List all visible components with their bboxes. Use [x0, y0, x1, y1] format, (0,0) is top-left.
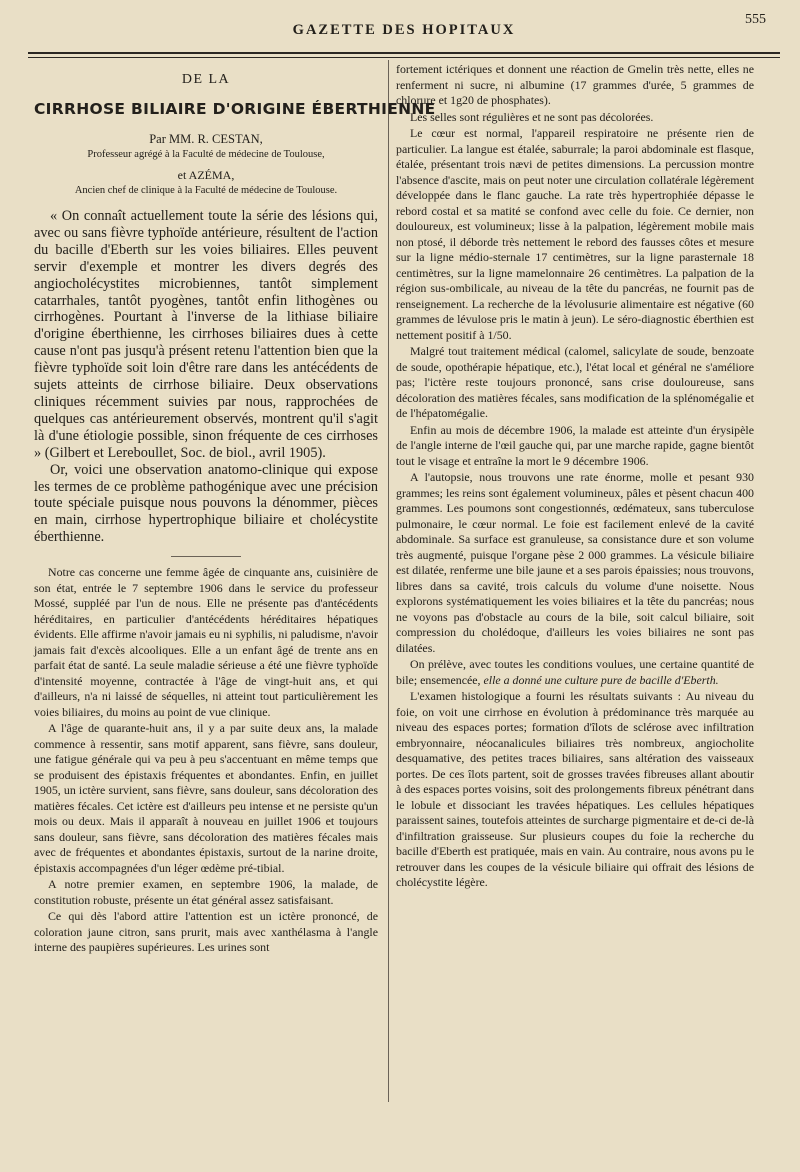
page-header: [30, 10, 778, 50]
body-paragraph: A l'âge de quarante-huit ans, il y a par suite deux ans, la malade commence à ressentir, sans motif apparent, sans fièvre, sans douleur, une fatigue générale qui va peu à peu s'accentuant en même temps que se produisent des épistaxis fréquentes et abondantes. Enfin, en juillet 1905, un ictère survient, sans fièvre, sans douleur, sans décoloration des matières fécales. Cet ictère est d'ailleurs peu intense et ne persiste qu'un mois ou deux. Mais il apparaît à nouveau en juillet 1906 et toujours sans douleur, sans fièvre, sans décoloration des matières fécales mais avec de fréquentes et abondantes épistaxis, surtout de la narine droite, épistaxis accompagnées d'un léger œdème pré-tibial.: [34, 721, 378, 875]
author-affiliation-2: Ancien chef de clinique à la Faculté de médecine de Toulouse.: [74, 185, 338, 196]
coauthor: et AZÉMA,: [177, 168, 235, 182]
article-title: CIRRHOSE BILIAIRE D'ORIGINE ÉBERTHIENNE: [34, 100, 436, 118]
body-paragraph: Enfin au mois de décembre 1906, la malade est atteinte d'un érysipèle de l'angle interne de l'œil gauche qui, par une marche rapide, gagne bientôt tout le visage et entraîne la mort le 9 décembre 1906.: [396, 422, 754, 468]
case-report: [34, 565, 378, 956]
header-rule-thin: [28, 57, 780, 58]
author-byline: Par MM. R. CESTAN,: [149, 132, 263, 146]
body-paragraph: Les selles sont régulières et ne sont pas décolorées.: [410, 109, 654, 124]
lead-paragraph-2: Or, voici une observation anatomo-clinique qui expose les termes de ce problème pathogénique avec une précision toute spéciale puisque nous pouvons la dénommer, pièces en main, cirrhose hypertrophique biliaire et cholécystite éberthienne.: [34, 461, 378, 546]
body-paragraph: fortement ictériques et donnent une réaction de Gmelin très nette, elles ne renferment ni sucre, ni albumine (17 grammes d'urée, 5 grammes de chlorure et 1g20 de phosphates).: [396, 62, 754, 107]
author-affiliation-1: Professeur agrégé à la Faculté de médecine de Toulouse,: [87, 149, 325, 160]
body-paragraph: A l'autopsie, nous trouvons une rate énorme, molle et pesant 930 grammes; les reins sont également volumineux, pâles et pèsent chacun 400 grammes. Les poumons sont congestionnés, œdémateux, sans tuberculose pulmonaire, le cœur normal. Le foie est facilement enlevé de la cavité abdominale. Sa surface est granuleuse, sa consistance dure et son volume très augmenté, puisque l'organe pèse 2 000 grammes. La vésicule biliaire est dilatée, renferme une bile jaune et a ses parois épaissies; nous trouvons, libres dans sa cavité, trois calculs du volume d'une noisette. Nous explorons systématiquement les voies biliaires et la tête du pancréas; nous ne voyons pas d'obstacle au cours de la bile, soit calcul biliaire, soit compression du cholédoque, d'ailleurs les voies biliaires ne sont pas dilatées.: [396, 470, 754, 655]
body-paragraph: Notre cas concerne une femme âgée de cinquante ans, cuisinière de son état, entrée le 7 septembre 1906 dans le service du professeur Mossé, suppléé par l'un de nous. Elle ne présente pas d'antécédents héréditaires, en particulier d'antécédents héréditaires hépatiques évidents. Elle affirme n'avoir jamais eu ni syphilis, ni paludisme, n'avoir jamais fait d'excès alcooliques. Elle a un enfant âgé de trente ans en parfait état de santé. La seule maladie sérieuse a été une fièvre typhoïde d'intensité moyenne, contractée à l'âge de vingt-huit ans, et qui d'ailleurs, n'a ni laissé de séquelles, ni atteint tout particulièrement les voies biliaires, du moins au point de vue clinique.: [34, 565, 378, 719]
body-paragraph: Malgré tout traitement médical (calomel, salicylate de soude, benzoate de soude, opothérapie hépatique, etc.), l'état local et général ne s'améliore pas; l'ictère reste toujours prononcé, sans crise douloureuse, sans décoloration des matières fécales, sans modification de la splénomégalie et de l'hépatomégalie.: [396, 344, 754, 420]
culture-result-italic: elle a donné une culture pure de bacille d'Eberth.: [483, 672, 719, 687]
lead-section: [34, 208, 378, 546]
culture-text: On prélève, avec toutes les conditions voulues, une certaine quantité de bile; ensemencée,: [396, 657, 754, 687]
article-heading: [34, 72, 436, 196]
body-paragraph: L'examen histologique a fourni les résultats suivants : Au niveau du foie, on voit une cirrhose en évolution à prédominance très marquée au niveau des espaces portes; formation d'îlots de sclérose avec infiltration embryonnaire, néocanalicules biliaires très nombreux, angiocholite desquamative, des petites traces biliaires, sans altération des vaisseaux portes. De ces îlots partent, soit de grosses travées fibreuses allant aboutir à des espaces portes voisins, soit des prolongements fibreux pénétrant dans le lobule et dissociant les travées hépatiques. Les cellules hépatiques paraissent saines, toutefois atteintes de surcharge pigmentaire et de-ci de-là d'infiltration graisseuse. Sur plusieurs coupes du foie la recherche du bacille d'Eberth est pratiquée, mais en vain. Au contraire, nous avons pu le retrouver dans les coupes de la vésicule biliaire qui offrait des lésions de cholécystite légère.: [396, 689, 754, 889]
article-prefix: DE LA: [181, 72, 231, 87]
section-separator: [171, 556, 241, 557]
body-paragraph: Ce qui dès l'abord attire l'attention est un ictère prononcé, de coloration jaune citron, sans prurit, mais avec xanthélasma à l'angle interne des paupières supérieures. Les urines sont: [34, 909, 378, 955]
body-paragraph: A notre premier examen, en septembre 1906, la malade, de constitution robuste, présente un état général assez satisfaisant.: [34, 877, 378, 907]
body-paragraph: Le cœur est normal, l'appareil respiratoire ne présente rien de particulier. La langue est étalée, saburrale; la paroi abdominale est flasque, étalée, présentant trois nævi de petites dimensions. La percussion montre l'absence d'ascite, mais on peut noter une circulation collatérale légèrement développée dans le flanc gauche. La rate très hypertrophiée dépasse le rebord costal et sa matité se confond avec celle du foie. Ce dernier, non douloureux, est volumineux; lisse à la palpation, légèrement mobile mais non ptosé, il déborde très nettement le rebord des fausses côtes et mesure sur la ligne médio-sternale 17 centimètres, sur la ligne parasternale 18 centimètres, sur la ligne mamelonnaire 26 centimètres. La palpation de la région sus-ombilicale, au niveau de la tête du pancréas, ne fournit pas de renseignement. La recherche de la lévolusurie alimentaire est négative (60 grammes de lévulose pris le matin à jeun). Le séro-diagnostic éberthien est nettement positif à 1/50.: [396, 126, 754, 342]
left-column: [34, 62, 436, 957]
body-paragraph: [396, 657, 754, 688]
header-rule-thick: [28, 52, 780, 54]
page-number: 555: [745, 12, 766, 27]
journal-title: GAZETTE DES HOPITAUX: [292, 22, 516, 38]
column-divider: [388, 60, 389, 1102]
right-column: [396, 62, 754, 892]
lead-paragraph-1: « On connaît actuellement toute la série des lésions qui, avec ou sans fièvre typhoïde antérieure, résultent de l'action du bacille d'Eberth sur les voies biliaires. Elles peuvent servir d'exemple et montrer les divers degrés des angiocholécystites microbiennes, tantôt simplement catarrhales, tantôt pyogènes, tantôt enfin lithogènes ou cirrhogènes. Pourtant à l'inverse de la lithiase biliaire d'origine éberthienne, les cirrhoses biliaires dues à cette cause n'ont pas jusqu'à présent retenu l'attention bien que la fièvre typhoïde soit loin d'être rare dans les antécédents de sujets atteints de cirrhose biliaire. Deux observations cliniques récemment suivies par nous, rapprochées de quelques cas antérieurement observés, montrent qu'il s'agit là d'une étiologie possible, sinon fréquente de ces cirrhoses » (Gilbert et Lereboullet, Soc. de biol., avril 1905).: [34, 208, 378, 461]
